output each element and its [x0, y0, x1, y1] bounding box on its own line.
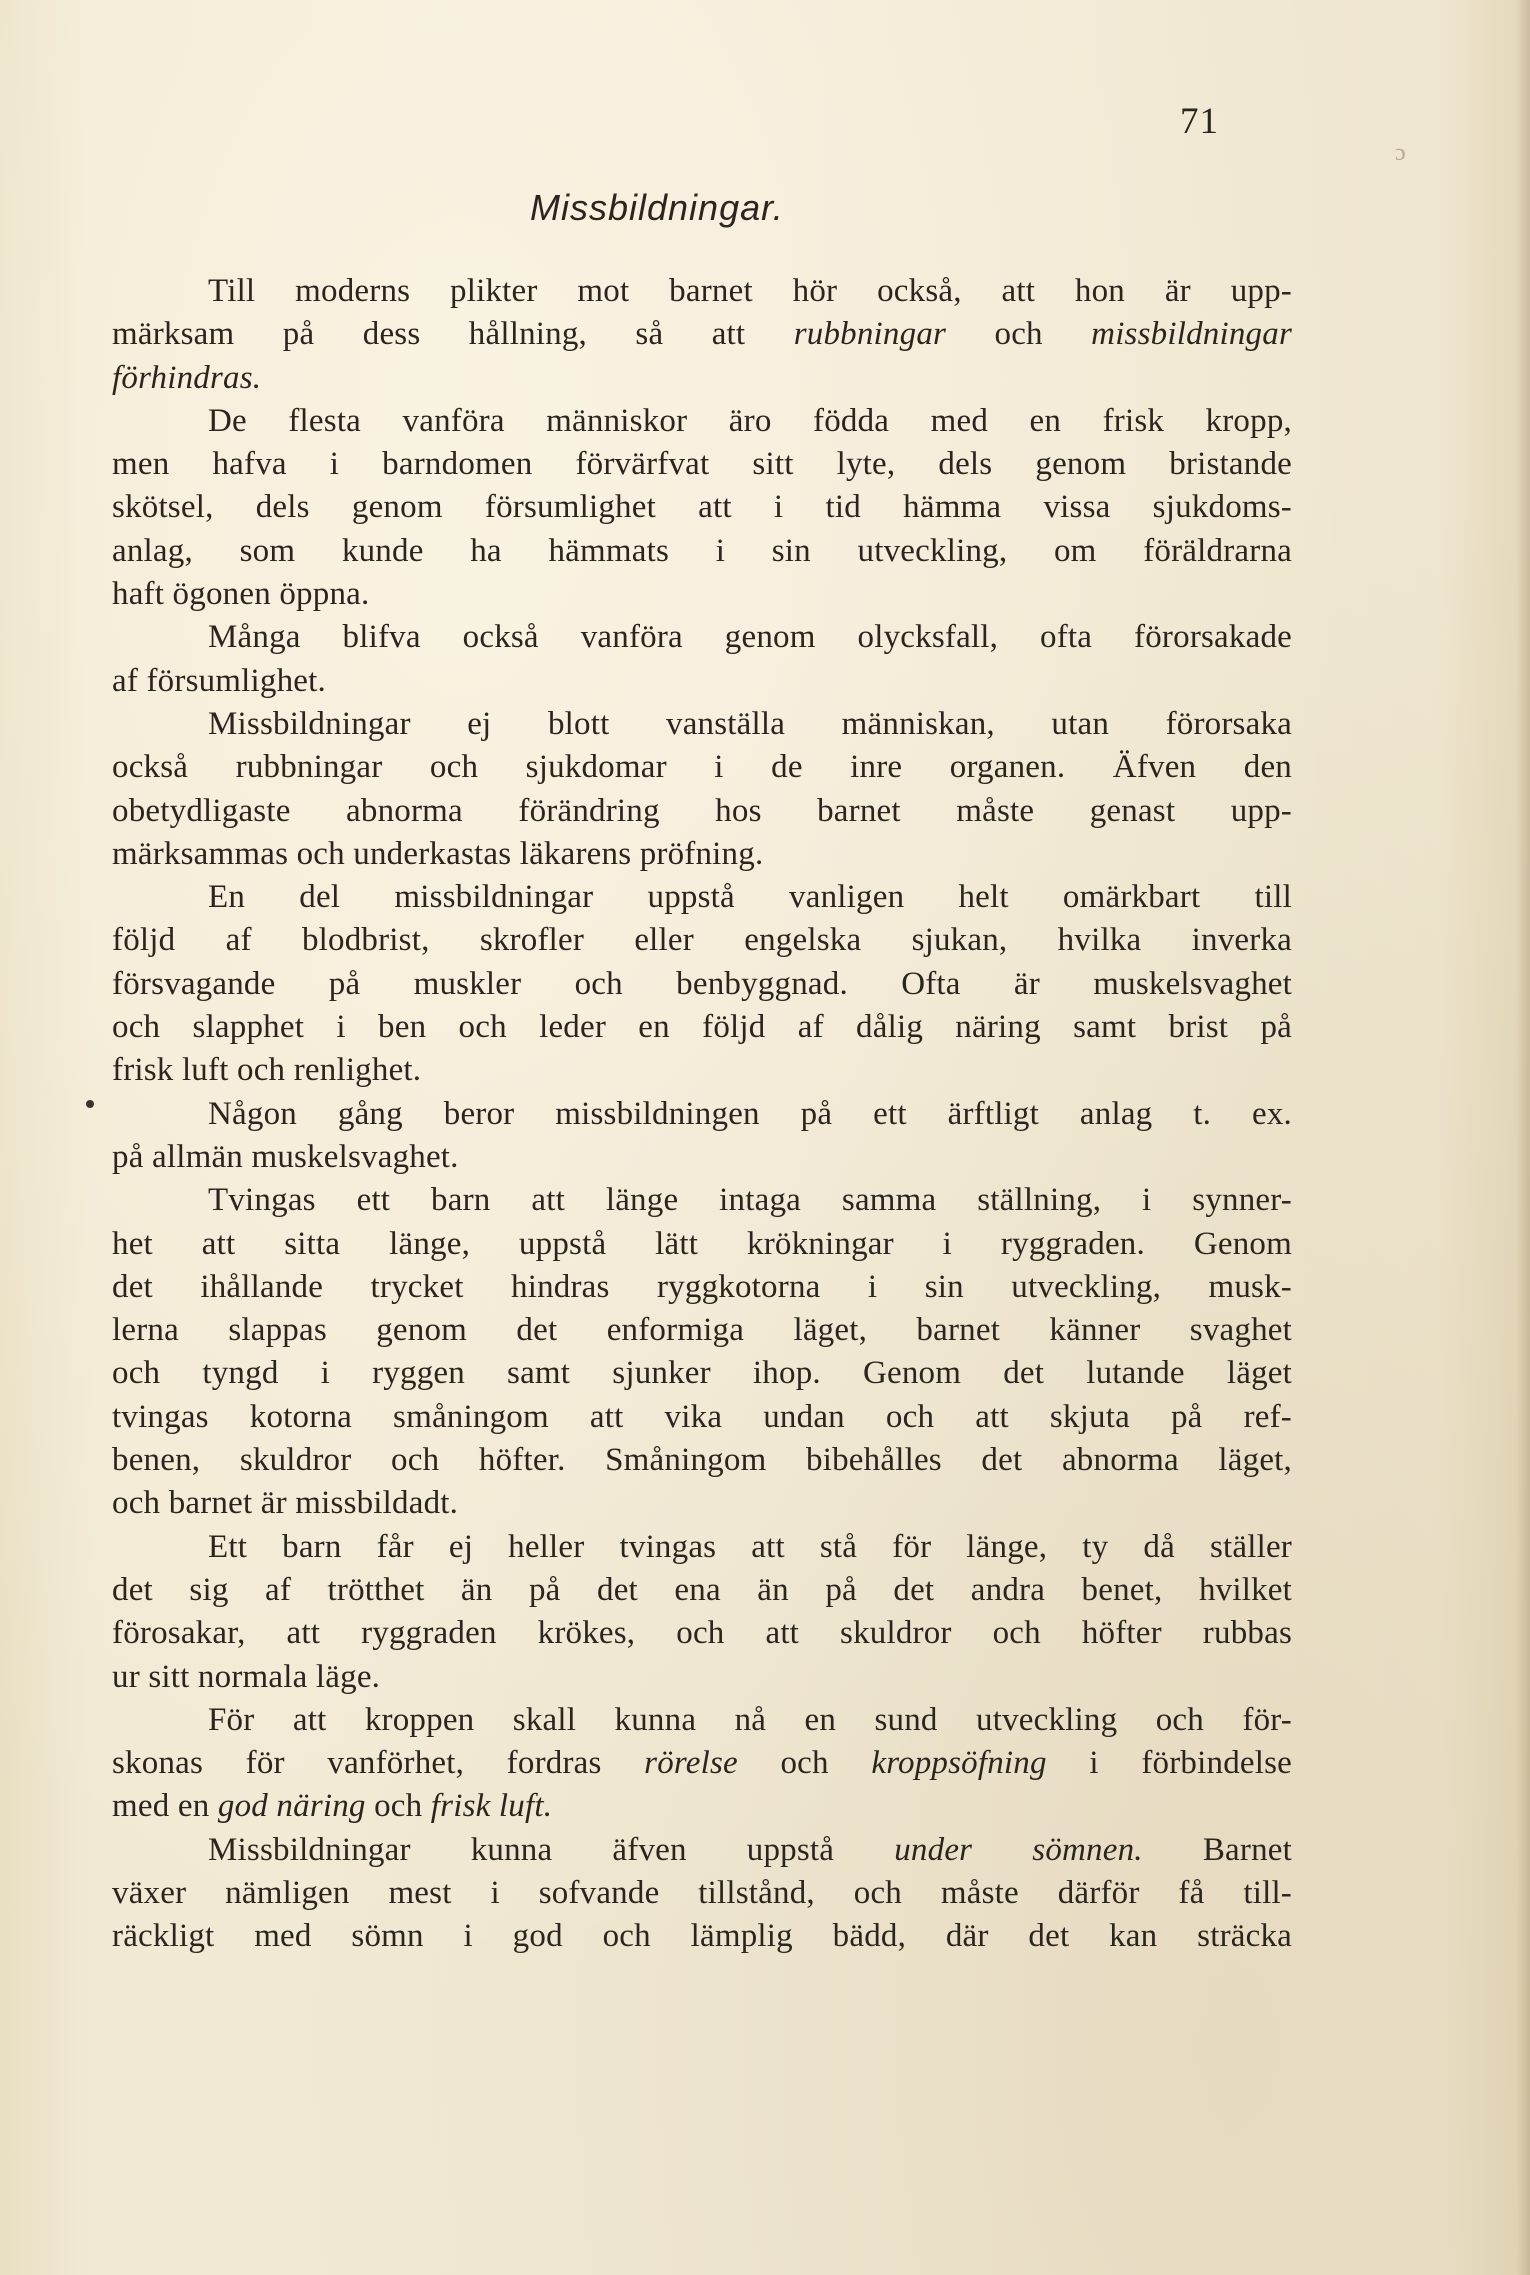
- text-line: [112, 1742, 1292, 1785]
- text-run: det ihållande trycket hindras ryggkotorna i sin utveckling, musk-: [112, 1268, 1292, 1305]
- text-run: och: [737, 1745, 872, 1782]
- text-line: [112, 1179, 1292, 1222]
- text-line: [112, 1612, 1292, 1655]
- text-run: benen, skuldror och höfter. Småningom bibehålles det abnorma läget,: [112, 1442, 1292, 1479]
- chapter-title: Missbildningar.: [530, 187, 784, 228]
- text-run: skötsel, dels genom försumlighet att i tid hämma vissa sjukdoms-: [112, 489, 1292, 526]
- text-line: [112, 616, 1292, 659]
- text-run: med en: [112, 1788, 218, 1825]
- text-line: [112, 1006, 1292, 1049]
- text-line: [112, 1526, 1292, 1569]
- text-run: anlag, som kunde ha hämmats i sin utveckling, om föräldrarna: [112, 532, 1292, 569]
- text-line: [112, 1915, 1292, 1958]
- text-line: [112, 790, 1292, 833]
- text-run: Missbildningar ej blott vanställa människan, utan förorsaka: [208, 705, 1292, 742]
- text-line: [112, 1223, 1292, 1266]
- body-text: [112, 270, 1292, 1959]
- text-run: För att kroppen skall kunna nå en sund utveckling och för-: [208, 1701, 1292, 1738]
- italic-text-run: förhindras.: [112, 359, 262, 396]
- text-line: [112, 703, 1292, 746]
- margin-speck: ɔ: [1395, 140, 1406, 166]
- italic-text-run: rubbningar: [793, 316, 947, 353]
- text-line: [112, 486, 1292, 529]
- text-line: [112, 313, 1292, 356]
- text-run: räckligt med sömn i god och lämplig bädd, där det kan sträcka: [112, 1918, 1292, 1955]
- text-line: [112, 963, 1292, 1006]
- text-run: följd af blodbrist, skrofler eller engelska sjukan, hvilka inverka: [112, 922, 1292, 959]
- text-run: het att sitta länge, uppstå lätt krökningar i ryggraden. Genom: [112, 1225, 1292, 1262]
- text-run: märksam på dess hållning, så att: [112, 316, 794, 353]
- text-line: [112, 746, 1292, 789]
- text-run: ur sitt normala läge.: [112, 1658, 381, 1695]
- text-run: Ett barn får ej heller tvingas att stå för länge, ty då ställer: [208, 1528, 1292, 1565]
- text-line: [112, 1569, 1292, 1612]
- italic-text-run: missbildningar: [1091, 316, 1292, 353]
- text-run: och: [365, 1788, 431, 1825]
- text-run: och: [946, 316, 1092, 353]
- text-line: [112, 1396, 1292, 1439]
- text-line: [112, 400, 1292, 443]
- text-run: det sig af trötthet än på det ena än på det andra benet, hvilket: [112, 1571, 1292, 1608]
- text-line: [112, 919, 1292, 962]
- text-line: [112, 1699, 1292, 1742]
- text-line: [112, 270, 1292, 313]
- text-run: Missbildningar kunna äfven uppstå: [208, 1831, 895, 1868]
- text-line: [112, 530, 1292, 573]
- text-run: obetydligaste abnorma förändring hos barnet måste genast upp-: [112, 792, 1292, 829]
- text-run: af försumlighet.: [112, 662, 326, 699]
- text-run: frisk luft och renlighet.: [112, 1052, 422, 1089]
- text-run: haft ögonen öppna.: [112, 576, 370, 613]
- text-run: i förbindelse: [1046, 1745, 1292, 1782]
- text-line: [112, 876, 1292, 919]
- text-line: [112, 1352, 1292, 1395]
- text-run: lerna slappas genom det enformiga läget, barnet känner svaghet: [112, 1312, 1292, 1349]
- italic-text-run: under sömnen.: [894, 1831, 1143, 1868]
- text-line: [112, 1049, 1292, 1092]
- text-line: [112, 1482, 1292, 1525]
- text-line: [112, 1785, 1292, 1828]
- text-run: också rubbningar och sjukdomar i de inre organen. Äfven den: [112, 749, 1292, 786]
- text-run: Barnet: [1142, 1831, 1292, 1868]
- text-run: men hafva i barndomen förvärfvat sitt lyte, dels genom bristande: [112, 446, 1292, 483]
- text-run: på allmän muskelsvaghet.: [112, 1138, 459, 1175]
- text-run: och slapphet i ben och leder en följd af dålig näring samt brist på: [112, 1009, 1292, 1046]
- text-run: och tyngd i ryggen samt sjunker ihop. Genom det lutande läget: [112, 1355, 1292, 1392]
- text-line: [112, 1136, 1292, 1179]
- italic-text-run: frisk luft.: [430, 1788, 553, 1825]
- text-run: försvagande på muskler och benbyggnad. Ofta är muskelsvaghet: [112, 965, 1292, 1002]
- text-run: tvingas kotorna småningom att vika undan och att skjuta på ref-: [112, 1398, 1292, 1435]
- text-run: märksammas och underkastas läkarens pröfning.: [112, 835, 764, 872]
- text-run: Tvingas ett barn att länge intaga samma ställning, i synner-: [208, 1182, 1292, 1219]
- text-run: och barnet är missbildadt.: [112, 1485, 459, 1522]
- text-run: skonas för vanförhet, fordras: [112, 1745, 645, 1782]
- page-edge-shadow: [1516, 0, 1530, 2275]
- text-run: Till moderns plikter mot barnet hör också, att hon är upp-: [208, 273, 1292, 309]
- text-line: [112, 1656, 1292, 1699]
- text-line: [112, 357, 1292, 400]
- text-line: [112, 1829, 1292, 1872]
- text-run: En del missbildningar uppstå vanligen helt omärkbart till: [208, 879, 1292, 916]
- italic-text-run: god näring: [217, 1788, 366, 1825]
- text-line: [112, 833, 1292, 876]
- text-line: [112, 443, 1292, 486]
- page-number: 71: [1180, 101, 1219, 142]
- text-run: Någon gång beror missbildningen på ett ärftligt anlag t. ex.: [208, 1095, 1292, 1132]
- text-line: [112, 1439, 1292, 1482]
- text-run: förosakar, att ryggraden krökes, och att skuldror och höfter rubbas: [112, 1615, 1292, 1652]
- text-line: [112, 1309, 1292, 1352]
- margin-dot: [86, 1100, 94, 1108]
- text-run: De flesta vanföra människor äro födda med en frisk kropp,: [208, 402, 1292, 439]
- text-run: Många blifva också vanföra genom olycksfall, ofta förorsakade: [208, 619, 1292, 656]
- text-run: växer nämligen mest i sofvande tillstånd, och måste därför få till-: [112, 1874, 1292, 1911]
- italic-text-run: kroppsöfning: [871, 1745, 1047, 1782]
- text-line: [112, 660, 1292, 703]
- text-line: [112, 1266, 1292, 1309]
- italic-text-run: rörelse: [644, 1745, 738, 1782]
- text-line: [112, 1872, 1292, 1915]
- text-line: [112, 573, 1292, 616]
- text-line: [112, 1093, 1292, 1136]
